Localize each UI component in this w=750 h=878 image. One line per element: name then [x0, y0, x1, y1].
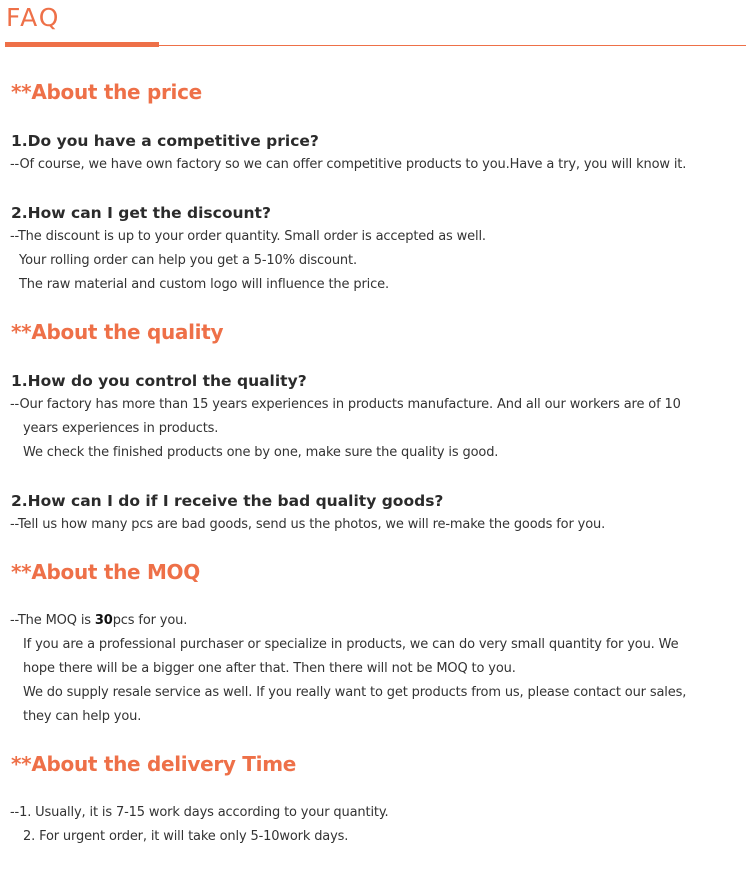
moq-number: 30: [94, 613, 113, 628]
question-bad-goods: 2.How can I do if I receive the bad quality goods?: [11, 492, 444, 510]
answer-delivery-line: 2. For urgent order, it will take only 5-10work days.: [23, 829, 349, 844]
header-accent-bar: [5, 42, 159, 47]
section-heading-quality: **About the quality: [11, 320, 224, 344]
faq-header: [0, 0, 750, 50]
question-discount: 2.How can I get the discount?: [11, 204, 271, 222]
answer-control-quality-line: --Our factory has more than 15 years experiences in products manufacture. And all our workers are of 10: [10, 397, 681, 412]
moq-suffix: pcs for you.: [112, 613, 188, 628]
answer-control-quality-line: We check the finished products one by one, make sure the quality is good.: [23, 445, 499, 460]
question-control-quality: 1.How do you control the quality?: [11, 372, 307, 390]
answer-moq-line: hope there will be a bigger one after that. Then there will not be MOQ to you.: [23, 661, 516, 676]
answer-control-quality-line: years experiences in products.: [23, 421, 219, 436]
answer-delivery-line: --1. Usually, it is 7-15 work days according to your quantity.: [10, 805, 389, 820]
section-heading-price: **About the price: [11, 80, 202, 104]
answer-moq-line: We do supply resale service as well. If you really want to get products from us, please contact our sales,: [23, 685, 687, 700]
section-heading-delivery: **About the delivery Time: [11, 752, 297, 776]
answer-discount-line: The raw material and custom logo will influence the price.: [19, 277, 389, 292]
answer-moq-line: If you are a professional purchaser or specialize in products, we can do very small quantity for you. We: [23, 637, 679, 652]
section-heading-moq: **About the MOQ: [11, 560, 200, 584]
answer-moq-line: [10, 612, 187, 630]
question-competitive-price: 1.Do you have a competitive price?: [11, 132, 319, 150]
answer-bad-goods: --Tell us how many pcs are bad goods, send us the photos, we will re-make the goods for you.: [10, 517, 606, 532]
answer-moq-line: they can help you.: [23, 709, 142, 724]
answer-competitive-price: --Of course, we have own factory so we can offer competitive products to you.Have a try, you will know it.: [10, 157, 687, 172]
faq-title: FAQ: [6, 3, 61, 32]
answer-discount-line: Your rolling order can help you get a 5-10% discount.: [19, 253, 357, 268]
moq-prefix: --The MOQ is: [10, 613, 95, 628]
answer-discount-line: --The discount is up to your order quantity. Small order is accepted as well.: [10, 229, 486, 244]
